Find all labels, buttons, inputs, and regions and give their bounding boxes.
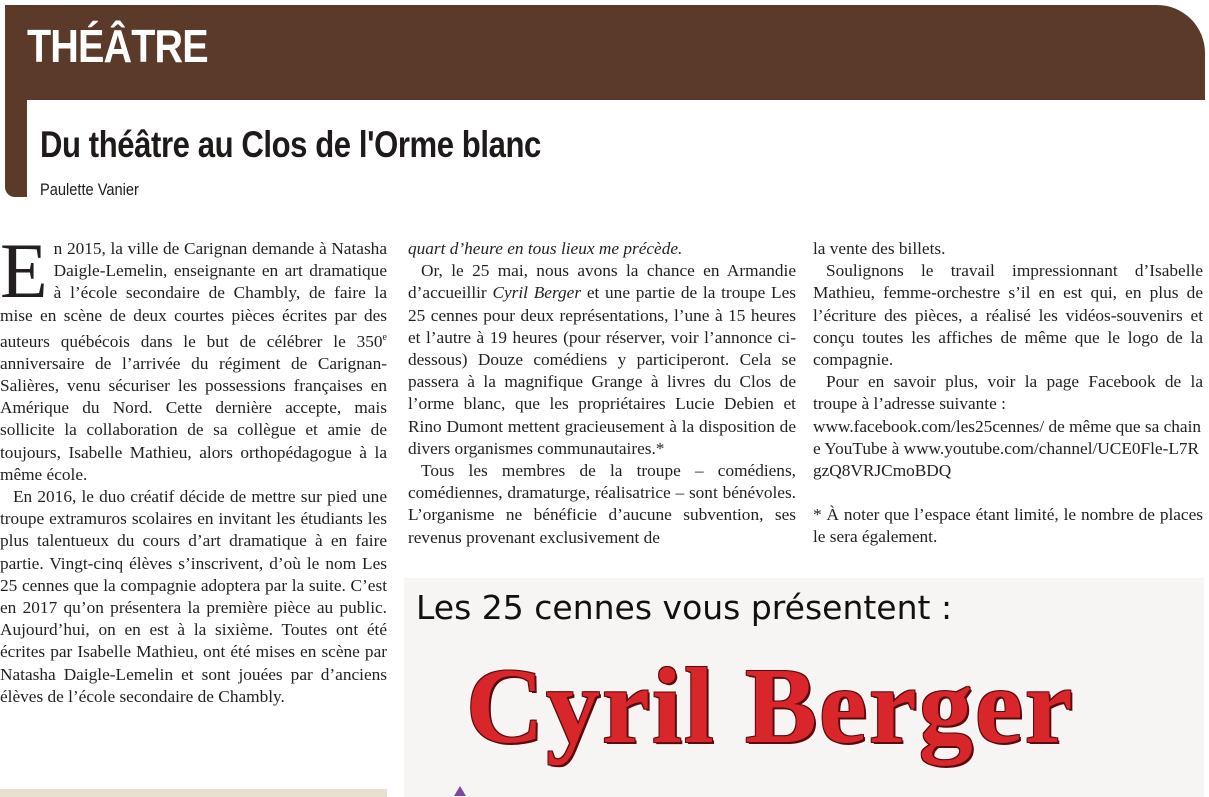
footnote: * À noter que l’espace étant limité, le nombre de places le sera également. [813,505,1203,547]
paragraph: Pour en savoir plus, voir la page Facebook de la troupe à l’adresse suivante : [813,372,1203,414]
paragraph [0,227,387,486]
paragraph: En 2016, le duo créatif décide de mettre sur pied une troupe extramuros scolaires en invitant les étudiants les plus talentueux du cours d’art dramatique à en faire partie. Vingt-cinq élèves s’inscrivent, d’où le nom Les 25 cennes que la compagnie adoptera par la suite. C’est en 2017 qu’on présentera la première pièce au public. Aujourd’hui, on en est à la sixième. Toutes ont été écrites par Isabelle Mathieu, ont été mises en scène par Natasha Daigle-Lemelin et sont jouées par d’anciens élèves de l’école secondaire de Chambly. [0,487,387,706]
quote-text: quart d’heure en tous lieux me précède. [408,239,683,258]
paragraph-text: anniversaire de l’arrivée du régiment de Carignan-Salières, venu sécuriser les possessions françaises en Amérique du Nord. Cette dernière accepte, mais sollicite la collaboration de sa collègue et amie de toujours, Isabelle Mathieu, alors orthopédagogue à la même école. [0,353,387,484]
article-column-1 [0,227,387,708]
paragraph-text: et une partie de la troupe Les 25 cennes pour deux représentations, l’une à 15 heures et l’autre à 19 heures (pour réserver, voir l’annonce ci-dessous) Douze comédiens y participeront. Cela se passera à la magnifique Grange à livres du Clos de l’orme blanc, que les propriétaires Lucie Debien et Rino Dumont mettent gracieusement à la disposition de divers organismes communautaires.* [408,283,796,458]
article-headline: Du théâtre au Clos de l'Orme blanc [40,124,541,165]
drop-cap: E [0,227,48,314]
section-banner [5,5,1205,100]
play-title: Cyril Berger [492,283,582,303]
paragraph-text: n 2015, la ville de Carignan demande à Natasha Daigle-Lemelin, enseignante en art dramatique à l’école secondaire de Chambly, de faire la mise en scène de deux courtes pièces écrites par des auteurs québécois dans le but de célébrer le 350 [0,239,387,351]
paragraph: Tous les membres de la troupe – comédiens, comédiennes, dramaturge, réalisatrice – sont bénévoles. L’organisme ne bénéficie d’aucune subvention, ses revenus provenant exclusivement de [408,461,796,547]
poster-title: Cyril Berger [466,647,1075,766]
ordinal-superscript: e [382,331,387,343]
bottom-box [0,789,387,797]
paragraph: Soulignons le travail impressionnant d’Isabelle Mathieu, femme-orchestre s’il en est qui, en plus de l’écriture des pièces, a réalisé les vidéos-souvenirs et conçu toutes les affiches de même que le logo de la compagnie. [813,261,1203,370]
event-poster [404,578,1204,797]
article-byline: Paulette Vanier [40,180,139,199]
triangle-icon [454,786,466,796]
contact-links: www.facebook.com/les25cennes/ de même que sa chaine YouTube à www.youtube.com/channel/UCE0Fle-L7RgzQ8VRJCmoBDQ [813,416,1202,481]
article-column-2 [408,238,796,549]
paragraph-text: Or, le 25 mai, nous avons la chance en Armandie d’accueillir [408,261,796,303]
poster-heading: Les 25 cennes vous présentent : [416,588,953,627]
paragraph [408,238,796,260]
paragraph [408,260,796,460]
header-side-rule [5,95,27,197]
article-column-3 [813,238,1203,549]
section-title: THÉÂTRE [27,20,208,72]
paragraph: la vente des billets. [813,239,946,258]
